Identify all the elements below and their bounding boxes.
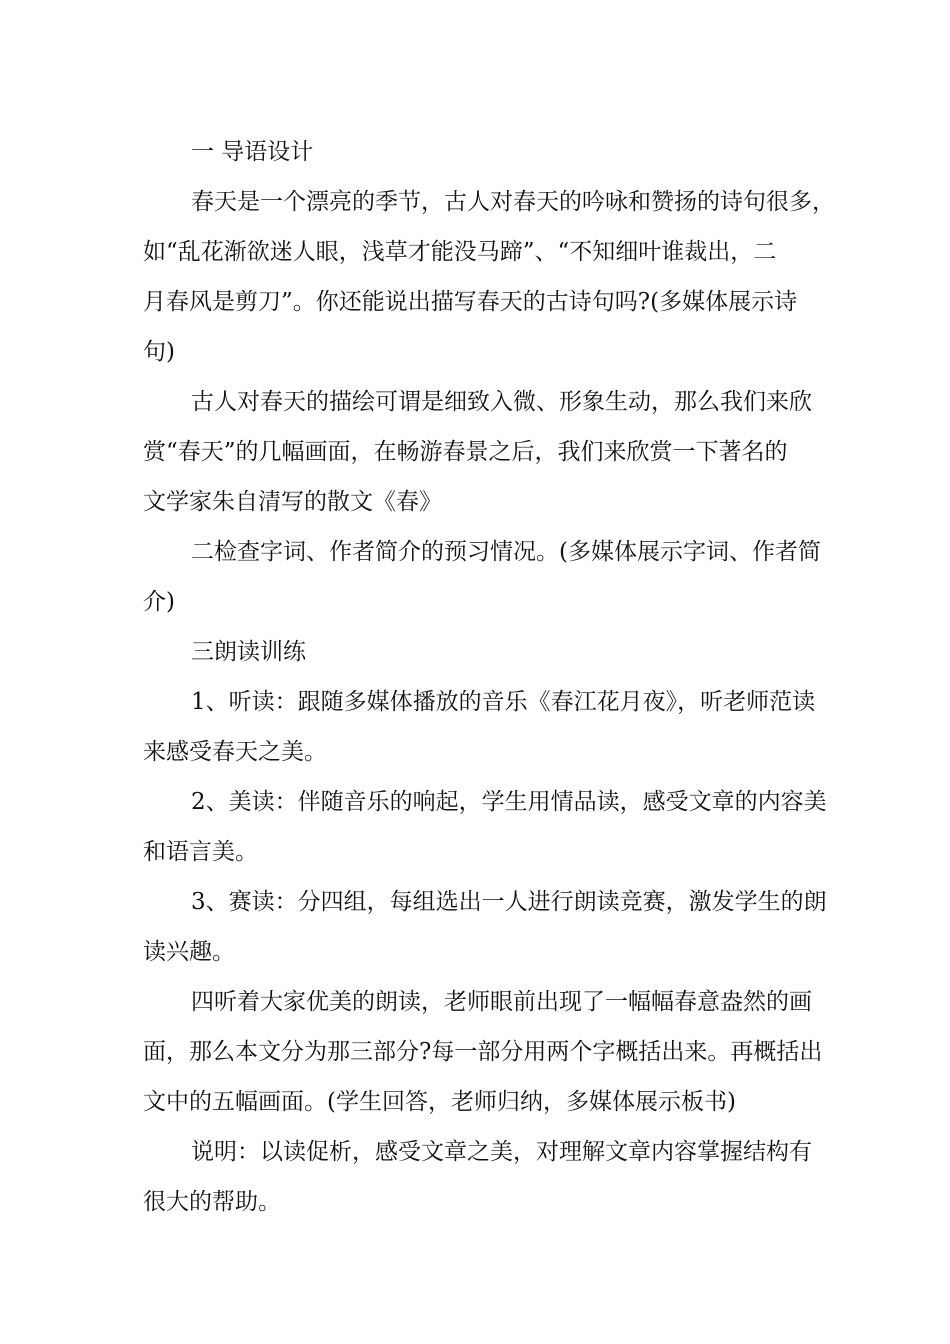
paragraph-line: 赏“春天”的几幅画面，在畅游春景之后，我们来欣赏一下著名的 <box>143 439 788 465</box>
list-item-line: 1、听读：跟随多媒体播放的音乐《春江花月夜》，听老师范读 <box>191 689 816 715</box>
paragraph-line: 古人对春天的描绘可谓是细致入微、形象生动，那么我们来欣 <box>191 389 812 415</box>
paragraph-line: 文中的五幅画面。(学生回答，老师归纳，多媒体展示板书) <box>143 1089 736 1115</box>
list-item-line: 2、美读：伴随音乐的响起，学生用情品读，感受文章的内容美 <box>191 789 827 815</box>
list-item-line: 和语言美。 <box>143 839 258 865</box>
paragraph-line: 面，那么本文分为那三部分?每一部分用两个字概括出来。再概括出 <box>143 1039 823 1065</box>
paragraph-line: 四听着大家优美的朗读，老师眼前出现了一幅幅春意盎然的画 <box>191 989 812 1015</box>
paragraph-line: 如“乱花渐欲迷人眼，浅草才能没马蹄”、“不知细叶谁裁出，二 <box>143 239 777 265</box>
section-heading-reading: 三朗读训练 <box>191 639 306 665</box>
paragraph-line: 介) <box>143 589 175 615</box>
paragraph-line: 二检查字词、作者简介的预习情况。(多媒体展示字词、作者简 <box>191 539 821 565</box>
paragraph-line: 春天是一个漂亮的季节，古人对春天的吟咏和赞扬的诗句很多， <box>191 189 835 215</box>
list-item-line: 读兴趣。 <box>143 939 235 965</box>
note-line: 很大的帮助。 <box>143 1189 281 1215</box>
list-item-line: 3、赛读：分四组，每组选出一人进行朗读竞赛，激发学生的朗 <box>191 889 827 915</box>
list-item-line: 来感受春天之美。 <box>143 739 327 765</box>
note-line: 说明：以读促析，感受文章之美，对理解文章内容掌握结构有 <box>191 1139 812 1165</box>
paragraph-line: 月春风是剪刀”。你还能说出描写春天的古诗句吗?(多媒体展示诗 <box>143 289 798 315</box>
section-heading-intro: 一 导语设计 <box>191 139 314 165</box>
paragraph-line: 文学家朱自清写的散文《春》 <box>143 489 442 515</box>
paragraph-line: 句) <box>143 339 175 365</box>
